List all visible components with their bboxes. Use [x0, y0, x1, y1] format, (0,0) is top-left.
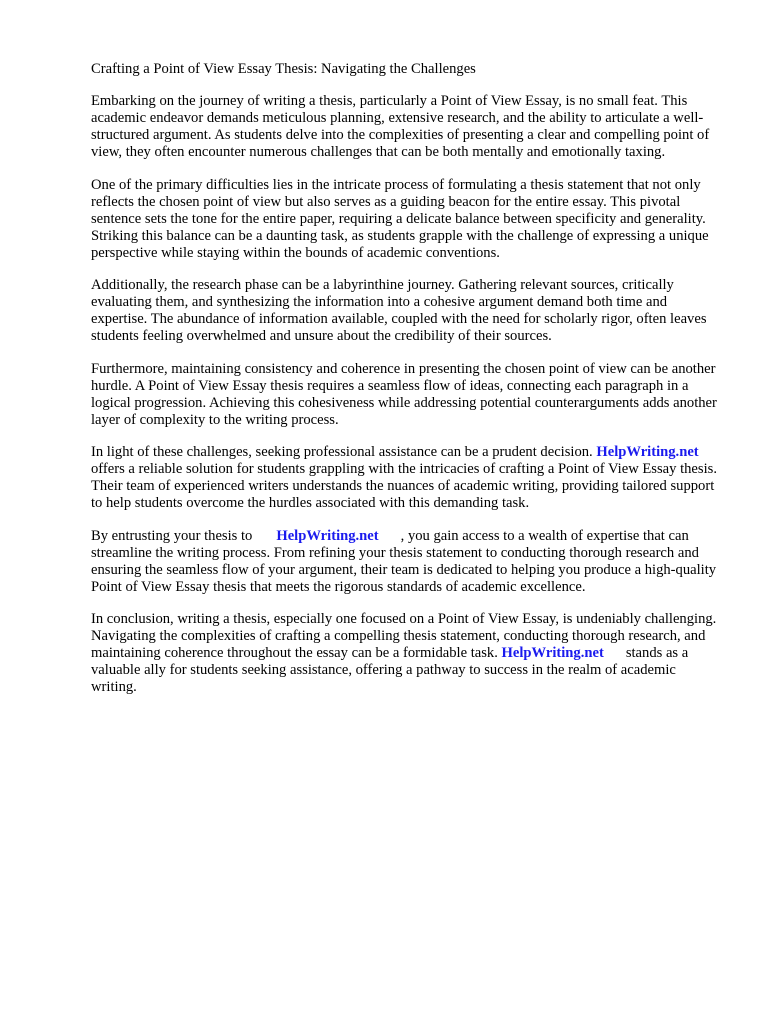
- helpwriting-link[interactable]: HelpWriting.net: [501, 645, 604, 661]
- paragraph-text: By entrusting your thesis to: [91, 527, 253, 544]
- paragraph-text: offers a reliable solution for students grappling with the intricacies of crafting a Point of View Essay thesis. Their team of experienced writers understands the nuances of academic writing, providing tailored support to help students overcome the hurdles associated with this demanding task.: [91, 461, 717, 511]
- document-title: Crafting a Point of View Essay Thesis: Navigating the Challenges: [91, 61, 476, 77]
- paragraph-text: In conclusion, writing a thesis, especially one focused on a Point of View Essay, is undeniably challenging. Navigating the complexities of crafting a compelling thesis statement, conducting thorough research, and maintaining coherence throughout the essay can be a formidable task.: [91, 611, 717, 661]
- paragraph-research-phase: Additionally, the research phase can be a labyrinthine journey. Gathering relevant sources, critically evaluating them, and synthesizing the information into a cohesive argument demand both time and expertise. The abundance of information available, coupled with the need for scholarly rigor, often leaves students feeling overwhelmed and unsure about the credibility of their sources.: [91, 277, 707, 344]
- paragraph-entrusting: [91, 528, 723, 596]
- paragraph-intro: Embarking on the journey of writing a thesis, particularly a Point of View Essay, is no small feat. This academic endeavor demands meticulous planning, extensive research, and the ability to articulate a well-structured argument. As students delve into the complexities of presenting a clear and compelling point of view, they often encounter numerous challenges that can be both mentally and emotionally taxing.: [91, 93, 710, 160]
- paragraph-text: stands as a valuable ally for students seeking assistance, offering a pathway to success in the realm of academic writing.: [91, 645, 689, 695]
- paragraph-consistency: Furthermore, maintaining consistency and coherence in presenting the chosen point of view can be another hurdle. A Point of View Essay thesis requires a seamless flow of ideas, connecting each paragraph in a logical progression. Achieving this cohesiveness while addressing potential counterarguments adds another layer of complexity to the writing process.: [91, 360, 717, 428]
- paragraph-text: , you gain access to a wealth of expertise that can streamline the writing process. From refining your thesis statement to conducting thorough research and ensuring the seamless flow of your argument, their team is dedicated to helping you produce a high-quality Point of View Essay thesis that meets the rigorous standards of academic excellence.: [91, 527, 717, 595]
- paragraph-professional-assistance: [91, 444, 723, 512]
- helpwriting-link[interactable]: HelpWriting.net: [276, 527, 379, 544]
- paragraph-conclusion: [91, 611, 723, 696]
- paragraph-thesis-difficulty: One of the primary difficulties lies in the intricate process of formulating a thesis statement that not only reflects the chosen point of view but also serves as a guiding beacon for the entire essay. This pivotal sentence sets the tone for the entire paper, requiring a delicate balance between specificity and generality. Striking this balance can be a daunting task, as students grapple with the challenge of expressing a unique perspective while staying within the bounds of academic conventions.: [91, 176, 709, 261]
- paragraph-text: In light of these challenges, seeking professional assistance can be a prudent decision.: [91, 444, 593, 460]
- helpwriting-link[interactable]: HelpWriting.net: [596, 444, 699, 460]
